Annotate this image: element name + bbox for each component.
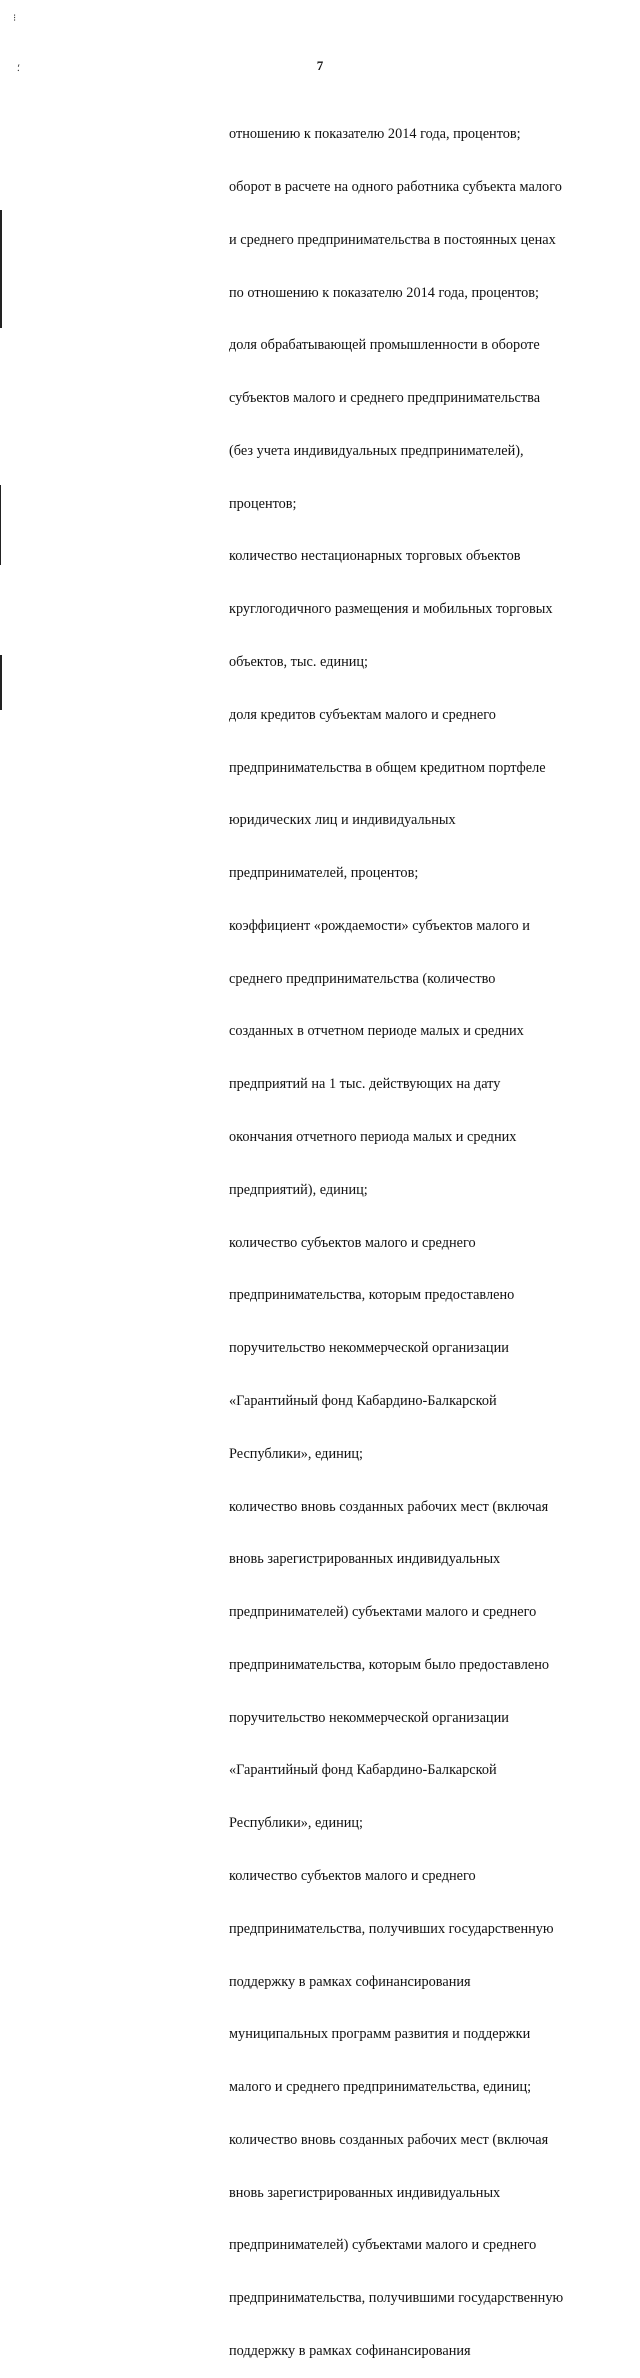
text-line: предпринимательства, получивших государственную	[229, 1920, 554, 1937]
text-line: количество вновь созданных рабочих мест (включая	[229, 1498, 549, 1515]
text-line: количество вновь созданных рабочих мест (включая	[229, 2131, 549, 2148]
text-line: отношению к показателю 2014 года, процентов;	[229, 126, 521, 143]
text-line: доля кредитов субъектам малого и среднего	[229, 706, 496, 723]
text-line: по отношению к показателю 2014 года, процентов;	[229, 284, 540, 301]
text-line: и среднего предпринимательства в постоянных ценах	[229, 231, 556, 248]
text-line: малого и среднего предпринимательства, единиц;	[229, 2079, 532, 2096]
text-line: поддержку в рамках софинансирования	[229, 1973, 471, 1990]
text-line: предпринимательства, которым предоставлено	[229, 1287, 515, 1304]
text-line: круглогодичного размещения и мобильных торговых	[229, 601, 553, 618]
text-line: вновь зарегистрированных индивидуальных	[229, 2184, 501, 2201]
text-line: субъектов малого и среднего предпринимательства	[229, 390, 541, 407]
text-line: Республики», единиц;	[229, 1445, 364, 1462]
text-line: предпринимательства, которым было предоставлено	[229, 1656, 549, 1673]
text-line: среднего предпринимательства (количество	[229, 970, 496, 987]
text-line: окончания отчетного периода малых и средних	[229, 1129, 517, 1146]
text-line: количество нестационарных торговых объектов	[229, 548, 521, 565]
text-line: поддержку в рамках софинансирования	[229, 2343, 471, 2359]
text-line: оборот в расчете на одного работника субъекта малого	[229, 178, 562, 195]
document-body	[229, 91, 629, 2378]
text-line: созданных в отчетном периоде малых и средних	[229, 1023, 524, 1040]
text-line: юридических лиц и индивидуальных	[229, 812, 456, 829]
text-line: доля обрабатывающей промышленности в обороте	[229, 337, 540, 354]
text-line: «Гарантийный фонд Кабардино-Балкарской	[229, 1392, 497, 1409]
text-line: количество субъектов малого и среднего	[229, 1867, 476, 1884]
text-line: предпринимательства, получившими государственную	[229, 2290, 564, 2307]
text-line: предпринимателей) субъектами малого и среднего	[229, 1604, 537, 1621]
text-line: (без учета индивидуальных предпринимателей),	[229, 442, 524, 459]
text-line: вновь зарегистрированных индивидуальных	[229, 1551, 501, 1568]
text-line: предпринимателей) субъектами малого и среднего	[229, 2237, 537, 2254]
text-line: предприятий на 1 тыс. действующих на дату	[229, 1076, 501, 1093]
scan-speck: ⸵	[17, 63, 20, 74]
scan-edge-mark	[0, 210, 2, 328]
scan-speck: ⁝	[13, 13, 17, 24]
text-line: предпринимательства в общем кредитном портфеле	[229, 759, 546, 776]
page-number: 7	[316, 58, 324, 73]
text-line: предпринимателей, процентов;	[229, 865, 419, 882]
text-line: объектов, тыс. единиц;	[229, 654, 369, 670]
text-line: поручительство некоммерческой организации	[229, 1709, 509, 1726]
text-line: Республики», единиц;	[229, 1815, 364, 1832]
text-line: муниципальных программ развития и поддержки	[229, 2026, 531, 2043]
text-line: «Гарантийный фонд Кабардино-Балкарской	[229, 1762, 497, 1779]
text-line: предприятий), единиц;	[229, 1181, 368, 1198]
scan-edge-mark	[0, 655, 2, 710]
text-line: коэффициент «рождаемости» субъектов малого и	[229, 917, 530, 934]
text-line: поручительство некоммерческой организации	[229, 1340, 509, 1357]
scan-edge-mark	[0, 485, 1, 565]
text-line: процентов;	[229, 495, 297, 512]
text-line: количество субъектов малого и среднего	[229, 1234, 476, 1251]
